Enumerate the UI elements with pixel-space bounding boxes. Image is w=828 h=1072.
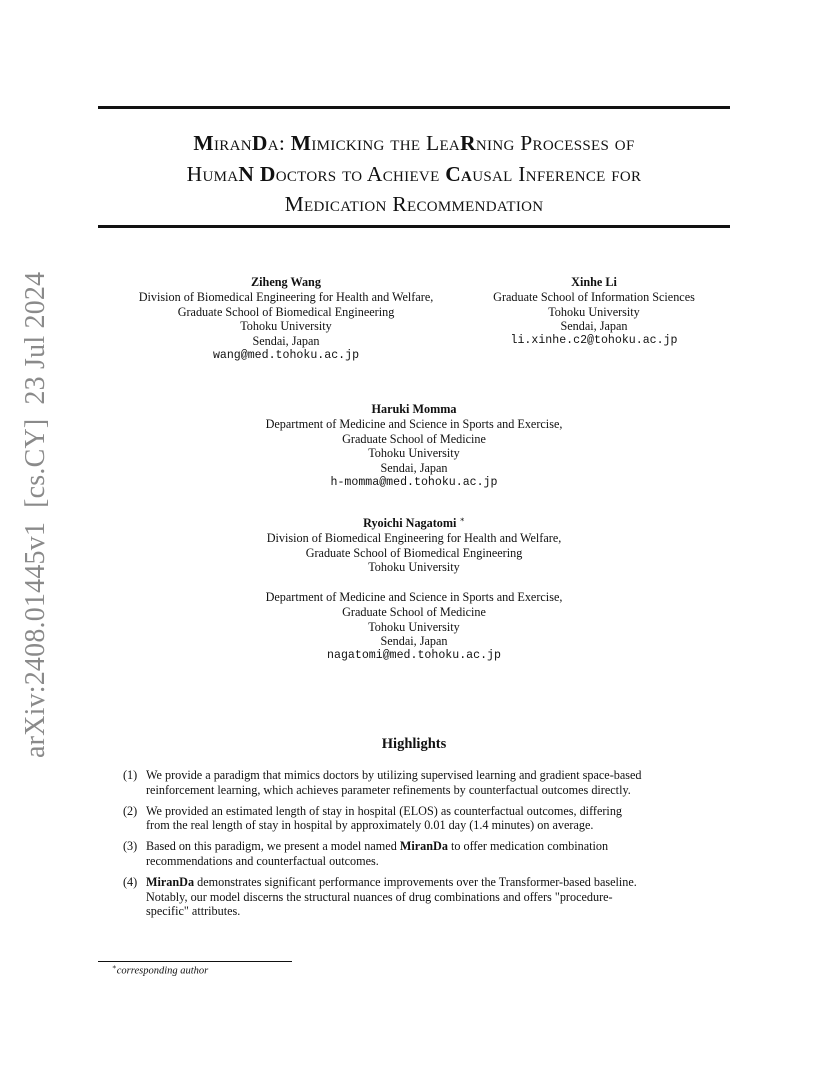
highlights-heading: Highlights [381, 736, 447, 752]
author-affiliation: Department of Medicine and Science in Sports and Exercise, [265, 416, 563, 431]
author-block-nagatomi [230, 513, 598, 664]
author-block-momma [230, 402, 598, 491]
model-name: MiranDa [146, 874, 195, 889]
author-affiliation: Division of Biomedical Engineering for Health and Welfare, [266, 530, 562, 545]
author-affiliation: Graduate School of Medicine [342, 604, 486, 619]
arxiv-category: [cs.CY] [20, 418, 51, 508]
footnote-text: corresponding author [116, 965, 209, 977]
title-line-2: HumaN Doctors to Achieve Causal Inference for [186, 161, 642, 186]
paper-title [98, 128, 730, 220]
title-rule-top [98, 106, 730, 109]
author-name: Haruki Momma [371, 402, 457, 416]
arxiv-date: 23 Jul 2024 [20, 271, 51, 405]
author-affiliation: Graduate School of Medicine [342, 431, 486, 446]
author-name: Xinhe Li [571, 275, 617, 289]
author-affiliation: Graduate School of Biomedical Engineering [177, 304, 395, 319]
highlight-number: (4) [123, 874, 138, 889]
author-affiliation: Sendai, Japan [252, 334, 320, 349]
arxiv-id: arXiv:2408.01445v1 [20, 521, 51, 758]
author-email[interactable]: wang@med.tohoku.ac.jp [212, 348, 360, 362]
author-affiliation: Graduate School of Information Sciences [493, 289, 695, 304]
highlight-item: (3) Based on this paradigm, we present a model named MiranDa to offer medication combination recommendations and counterfactual outcomes. [123, 839, 609, 868]
highlight-item: (2) We provided an estimated length of stay in hospital (ELOS) as counterfactual outcomes, differing from the real length of stay in hospital by approximately 0.01 day (1.4 minutes) on average. [123, 803, 623, 833]
highlight-item: (1) We provide a paradigm that mimics doctors by utilizing supervised learning and gradient space-based reinforcement learning, which achieves parameter refinements by counterfactual outcomes directly. [123, 768, 642, 797]
corresponding-mark: ∗ [459, 515, 465, 524]
author-name: Ziheng Wang [251, 275, 321, 289]
author-affiliation: Tohoku University [368, 619, 460, 634]
author-affiliation: Tohoku University [548, 304, 640, 319]
arxiv-stamp [20, 258, 52, 758]
highlight-item: (4) MiranDa demonstrates significant performance improvements over the Transformer-based baseline. Notably, our model discerns the structural nuances of drug combinations and offers "procedure- specific" attributes. [123, 874, 637, 919]
title-line-3: Medication Recommendation [284, 192, 544, 216]
affiliation-gap [230, 575, 598, 590]
author-block-wang [120, 275, 452, 364]
highlight-number: (3) [123, 839, 138, 854]
footnote-mark: ∗ [112, 963, 117, 971]
author-affiliation: Tohoku University [368, 560, 460, 575]
author-affiliation: Sendai, Japan [560, 319, 628, 334]
author-affiliation: Sendai, Japan [380, 634, 448, 649]
author-affiliation: Tohoku University [368, 446, 460, 461]
title-rule-bottom [98, 225, 730, 228]
model-name: MiranDa [399, 839, 448, 854]
highlight-number: (2) [123, 803, 138, 818]
highlight-number: (1) [123, 768, 138, 782]
author-affiliation: Tohoku University [240, 319, 332, 334]
author-affiliation: Graduate School of Biomedical Engineering [305, 545, 523, 560]
footnote-rule [98, 961, 292, 962]
author-email[interactable]: nagatomi@med.tohoku.ac.jp [327, 649, 501, 663]
title-line-1: MiranDa: Mimicking the LeaRning Processes of [193, 131, 635, 155]
author-affiliation: Sendai, Japan [380, 461, 448, 476]
author-block-li [478, 275, 710, 349]
footnote [112, 963, 208, 977]
author-name: Ryoichi Nagatomi ∗ [363, 515, 465, 531]
author-affiliation: Division of Biomedical Engineering for Health and Welfare, [138, 289, 434, 304]
author-email[interactable]: h-momma@med.tohoku.ac.jp [330, 475, 498, 489]
highlights-list [123, 768, 723, 925]
author-email[interactable]: li.xinhe.c2@tohoku.ac.jp [510, 334, 678, 348]
author-affiliation: Department of Medicine and Science in Sports and Exercise, [265, 590, 563, 605]
